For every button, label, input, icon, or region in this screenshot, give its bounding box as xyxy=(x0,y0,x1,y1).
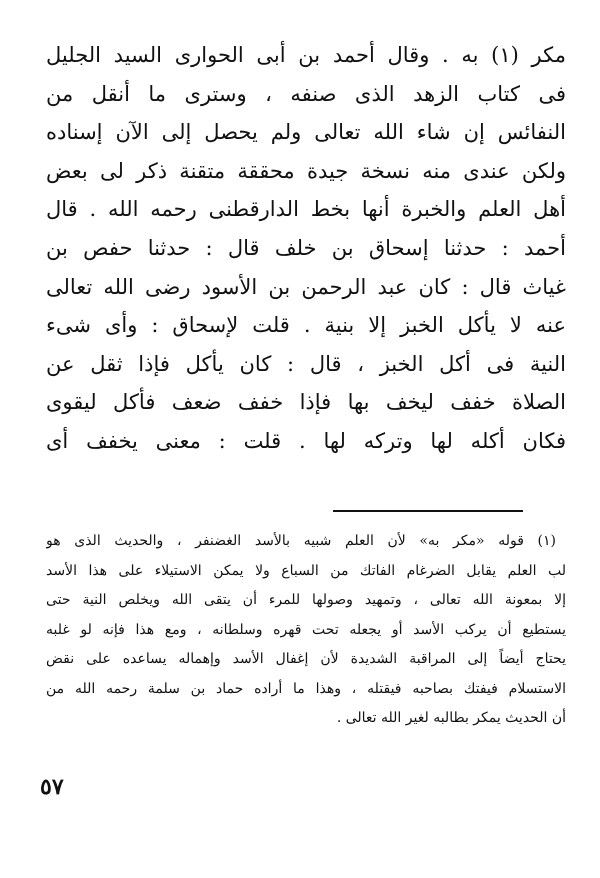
main-text-line: النفائس إن شاء الله تعالى ولم يحصل إلى الآن إسناده xyxy=(46,120,566,145)
main-text-line: عنه لا يأكل الخبز إلا بنية . قلت لإسحاق : وأى شىء xyxy=(46,313,566,338)
page-number: ٥٧ xyxy=(40,774,64,800)
footnote-line: إلا بمعونة الله تعالى ، وتمهيد وصولها للمرء أن يتقى الله ويخلص النية حتى xyxy=(46,592,566,608)
main-text-line: غياث قال : كان عبد الرحمن بن الأسود رضى الله تعالى xyxy=(46,274,566,299)
footnote-line: (١) قوله «مكر به» لأن العلم شبيه بالأسد الغضنفر ، والحديث الذى هو xyxy=(46,533,556,549)
main-text-line: مكر (١) به . وقال أحمد بن أبى الحوارى السيد الجليل xyxy=(46,43,566,67)
footnote-line: الاستسلام فيفتك بصاحبه فيقتله ، وهذا ما أراده حماد بن سلمة رحمه الله من xyxy=(46,680,566,697)
main-text-line: النية فى أكل الخبز ، قال : كان يأكل فإذا ثقل عن xyxy=(46,351,566,376)
main-text-line: فكان أكله لها وتركه لها . قلت : معنى يخفف أى xyxy=(46,428,566,453)
footnote-line: يستطيع أن يركب الأسد أو يجعله تحت قهره وسلطانه ، ومع هذا فإنه لو غلبه xyxy=(46,621,566,638)
footnote-line: أن الحديث يمكر بطالبه لغير الله تعالى . xyxy=(336,710,566,726)
footnote-line: لب العلم يقابل الضرغام الفاتك من السباع ولا يمكن الاستيلاء على هذا الأسد xyxy=(46,562,566,579)
main-text-line: أهل العلم والخبرة أنها بخط الدارقطنى رحمه الله . قال xyxy=(46,197,566,222)
footnote-block xyxy=(46,527,566,734)
main-text-body xyxy=(46,36,566,461)
footnote-line: يحتاج أيضاً إلى المراقبة الشديدة لأن إغفال الأسد وإهماله يساعده على نقض xyxy=(46,651,566,667)
main-text-line: أحمد : حدثنا إسحاق بن خلف قال : حدثنا حفص بن xyxy=(46,235,566,260)
main-text-line: فى كتاب الزهد الذى صنفه ، وسترى ما أنقل من xyxy=(46,81,566,106)
footnote-separator xyxy=(333,510,523,512)
main-text-line: الصلاة خفف ليخف بها فإذا خفف ضعف فأكل ليقوى xyxy=(46,390,566,415)
main-text-line: ولكن عندى منه نسخة جيدة محققة متقنة ذكر لى بعض xyxy=(46,158,566,183)
